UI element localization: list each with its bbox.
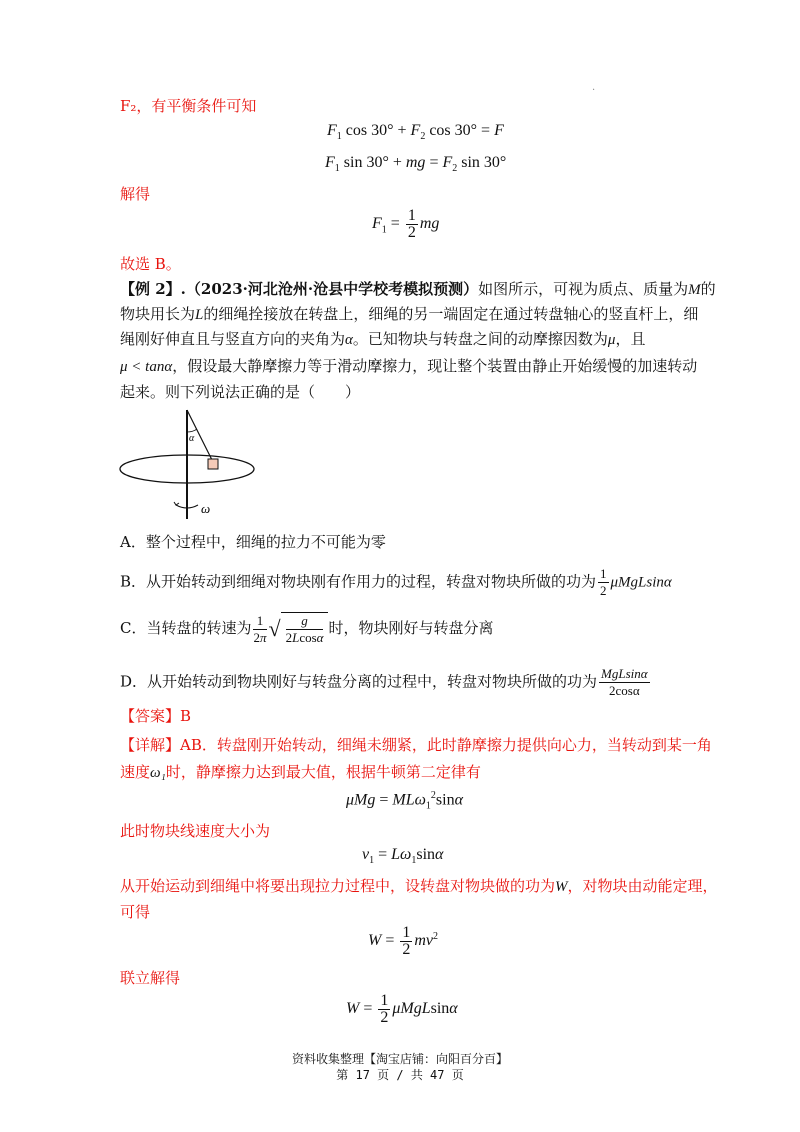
text-f2-condition: F₂，有平衡条件可知 [120, 97, 257, 115]
option-c: C．当转盘的转速为 $\frac{1}{2\pi}$ √ $\frac{g}{2Lcos\alpha}$ 时，物块刚好与转盘分离 [120, 612, 494, 645]
footer-page-number: 第 17 页 / 共 47 页 [336, 1068, 464, 1082]
example-tag: 【例 2】 [120, 280, 181, 298]
equation-work-kinetic: W = $\frac{1}{2}$ $mv^2$ [368, 924, 439, 958]
svg-text:α: α [189, 433, 195, 444]
example-line-1: 【例 2】.（2023·河北沧州·沧县中学校考模拟预测）如图所示，可视为质点、质量为M的 [120, 280, 716, 298]
text-lianli: 联立解得 [120, 969, 181, 987]
equation-friction: μMg = MLω$_1^2$sinα [346, 790, 463, 812]
equation-cos: $F_1$ $\cos 30^\circ + F_2$ cos 30° = F [327, 122, 504, 143]
option-a: A．整个过程中，细绳的拉力不可能为零 [120, 533, 386, 551]
svg-text:ω: ω [201, 501, 211, 516]
option-d: D．从开始转动到物块刚好与转盘分离的过程中，转盘对物块所做的功为 $\frac{\text{MgLsinα}}{2\cos\alpha}$ [120, 666, 648, 698]
text-choose-b: 故选 B。 [120, 255, 181, 273]
detail-line-2: 速度ω₁时，静摩擦力达到最大值，根据牛顿第二定律有 [120, 763, 481, 781]
equation-work-result: W = $\frac{1}{2}$ μMgLsinα [346, 992, 458, 1026]
footer-shop: 资料收集整理【淘宝店铺：向阳百分百】 [291, 1052, 508, 1066]
turntable-figure [118, 404, 268, 524]
example-source: .（2023·河北沧州·沧县中学校考模拟预测） [180, 280, 479, 298]
answer: 【答案】B [120, 707, 192, 725]
text-velocity: 此时物块线速度大小为 [120, 822, 271, 840]
text-jiede-1: 解得 [120, 185, 151, 203]
work-line-2: 可得 [120, 903, 151, 921]
work-line-1: 从开始运动到细绳中将要出现拉力过程中，设转盘对物块做的功为W，对物块由动能定理， [120, 877, 718, 895]
example-line-2: 物块用长为L的细绳拴接放在转盘上，细绳的另一端固定在通过转盘轴心的竖直杆上，细 [120, 305, 699, 323]
equation-sin: $F_1$ sin 30° + mg = $F_2$ sin 30° [325, 154, 507, 175]
option-b: B．从开始转动到细绳对物块刚有作用力的过程，转盘对物块所做的功为 $\frac{1}{2}$ μMgLsinα [120, 566, 672, 598]
detail-line-1: 【详解】AB．转盘刚开始转动，细绳未绷紧，此时静摩擦力提供向心力，当转动到某一角 [120, 736, 712, 754]
example-line-5: 起来。则下列说法正确的是（ ） [120, 383, 361, 401]
example-line-4: μ < tanα，假设最大静摩擦力等于滑动摩擦力，现让整个装置由静止开始缓慢的加速转动 [120, 357, 698, 375]
example-line-3: 绳刚好伸直且与竖直方向的夹角为α。已知物块与转盘之间的动摩擦因数为μ，且 [120, 330, 646, 348]
equation-velocity: $v_1 = L\omega_1\sin\alpha$ [362, 846, 444, 867]
equation-f1: $F_1$ = $\frac{1}{2}$ mg [372, 207, 440, 241]
top-dot: . [592, 82, 596, 93]
